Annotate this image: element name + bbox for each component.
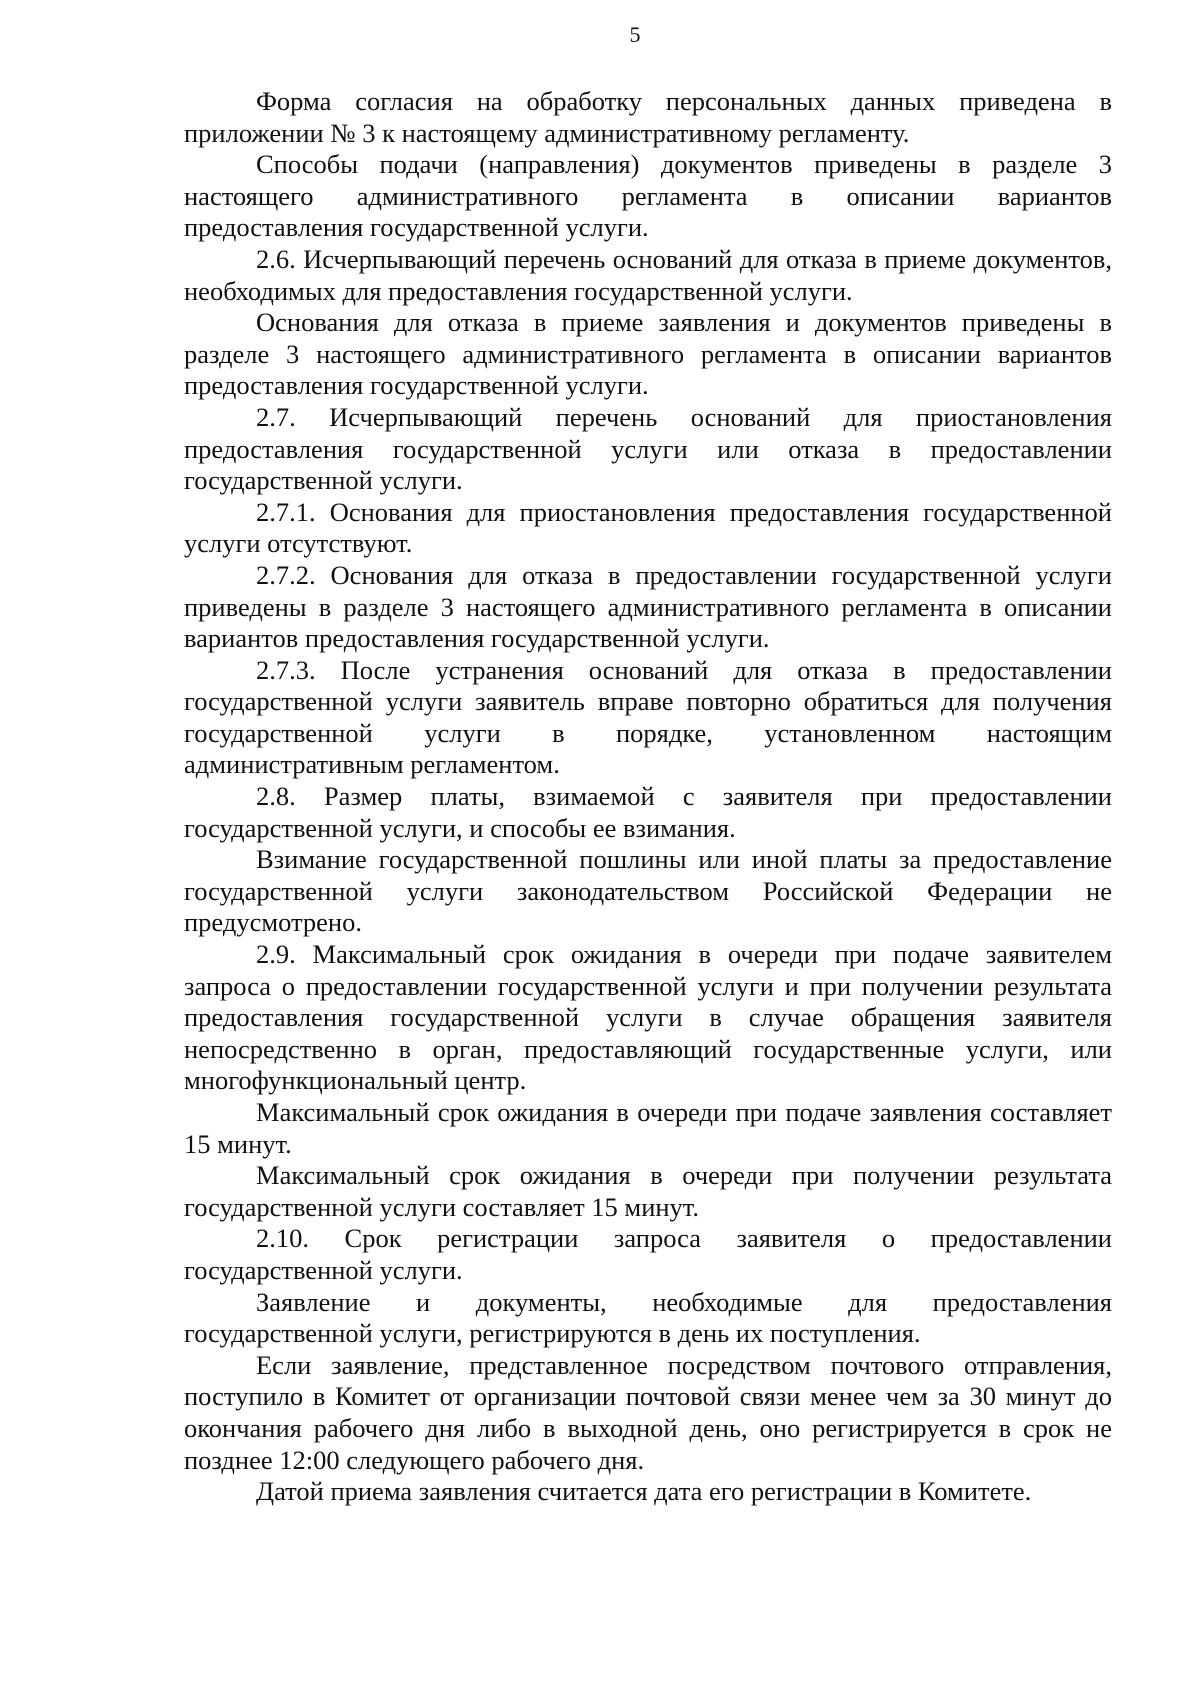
paragraph-submission-methods: Способы подачи (направления) документов приведены в разделе 3 настоящего административного регламента в описании вариантов предоставления государственной услуги. — [184, 149, 1112, 243]
paragraph-section-2-7: 2.7. Исчерпывающий перечень оснований для приостановления предоставления государственной услуги или отказа в предоставлении государственной услуги. — [184, 401, 1112, 496]
paragraph-postal-registration: Если заявление, представленное посредством почтового отправления, поступило в Комитет от организации почтовой связи менее чем за 30 минут до окончания рабочего дня либо в выходной день, оно регистрируется в срок не позднее 12:00 следующего рабочего дня. — [184, 1349, 1112, 1475]
paragraph-section-2-10: 2.10. Срок регистрации запроса заявителя о предоставлении государственной услуги. — [184, 1223, 1112, 1285]
paragraph-registration-day: Заявление и документы, необходимые для предоставления государственной услуги, регистрируются в день их поступления. — [184, 1286, 1112, 1349]
paragraph-rejection-grounds: Основания для отказа в приеме заявления и документов приведены в разделе 3 настоящего административного регламента в описании вариантов предоставления государственной услуги. — [184, 307, 1112, 401]
paragraph-section-2-7-1: 2.7.1. Основания для приостановления предоставления государственной услуги отсутствуют. — [184, 496, 1112, 559]
paragraph-acceptance-date: Датой приема заявления считается дата его регистрации в Комитете. — [256, 1476, 1032, 1507]
paragraph-section-2-7-3: 2.7.3. После устранения оснований для отказа в предоставлении государственной услуги заявитель вправе повторно обратиться для получения государственной услуги в порядке, установленном настоящим административным регламентом. — [184, 654, 1112, 780]
document-body — [184, 86, 1112, 1508]
paragraph-queue-result: Максимальный срок ожидания в очереди при получении результата государственной услуги составляет 15 минут. — [184, 1160, 1112, 1222]
paragraph-section-2-9: 2.9. Максимальный срок ожидания в очереди при подаче заявителем запроса о предоставлении государственной услуги и при получении результата предоставления государственной услуги в случае обращения заявителя непосредственно в орган, предоставляющий государственные услуги, или многофункциональный центр. — [184, 939, 1112, 1096]
paragraph-section-2-8: 2.8. Размер платы, взимаемой с заявителя при предоставлении государственной услуги, и способы ее взимания. — [184, 781, 1112, 843]
page-number: 5 — [629, 22, 641, 47]
paragraph-section-2-6: 2.6. Исчерпывающий перечень оснований для отказа в приеме документов, необходимых для предоставления государственной услуги. — [184, 243, 1112, 306]
paragraph-queue-submission: Максимальный срок ожидания в очереди при подаче заявления составляет 15 минут. — [184, 1097, 1112, 1159]
paragraph-section-2-7-2: 2.7.2. Основания для отказа в предоставлении государственной услуги приведены в разделе 3 настоящего административного регламента в описании вариантов предоставления государственной услуги. — [184, 559, 1112, 654]
paragraph-consent-form: Форма согласия на обработку персональных данных приведена в приложении № 3 к настоящему административному регламенту. — [184, 86, 1112, 148]
paragraph-fee: Взимание государственной пошлины или иной платы за предоставление государственной услуги законодательством Российской Федерации не предусмотрено. — [184, 844, 1112, 938]
